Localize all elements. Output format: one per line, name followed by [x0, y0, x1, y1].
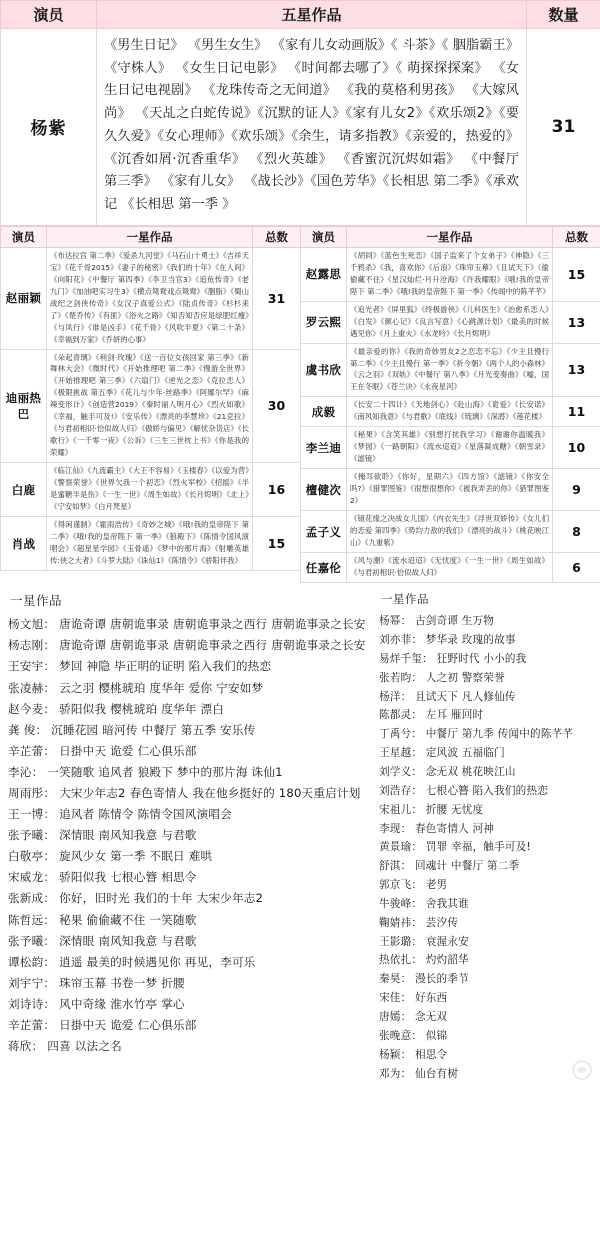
works-list: 《掩耳欲聆》《你好，星期六》《四方馆》《滤镜》《你安全吗?》《猎罪图鉴》《很想很想你》《被我弄丢的你》《猎罪图鉴2》: [347, 469, 553, 511]
list-item-works: 念无双: [414, 1010, 448, 1023]
list-item-works: 定风波 五福临门: [425, 747, 505, 760]
list-item: [379, 876, 600, 895]
header-actor: 演员: [301, 226, 347, 247]
table-row: [1, 349, 301, 463]
list-item: [8, 635, 375, 656]
list-item-name: 刘浩存：: [379, 784, 423, 797]
list-item-name: 热依扎：: [379, 954, 423, 967]
list-item-works: 相思令: [414, 1048, 448, 1061]
actor-name: 杨紫: [1, 29, 97, 226]
works-list: 《最亲爱的你》《我的奇妙男友2之恋恋不忘》《少主且慢行 第二季》《少主且慢行 第一季》《祈今朝》《两个人的小森林》《云之羽》《双轨》《中餐厅 第八季》《月光变奏曲》《嘘，国王在冬眠》《苍兰诀》《永夜星河》: [347, 343, 553, 397]
list-item: [379, 688, 600, 707]
list-item: [379, 782, 600, 801]
works-list: 《布达拉宫 第二季》《爱杀九河堂》《马石山十勇士》《吉祥天宝》《花千骨2015》《妻子的秘密》《我们的十年》《在人间》《向阳花》《中餐厅 第四季》《李卫当官3》《追鱼传奇》《老九门》《加油吧实习生3》《横点鸳鸯戏点鸳鸯》《胭脂》《蜀山战纪之剑侠传奇》《女汉子真爱公式》《陆贞传奇》《杉杉来了》《楚乔传》《有匪》《浴火之路》《知否知否应是绿肥红瘦》《与凤行》《谁是凶手》《花千骨》《风吹半夏》《第二十条》《幸福到万家》《乔妍的心事》: [47, 247, 253, 349]
table-row: [301, 427, 600, 469]
list-item: [379, 706, 600, 725]
bottom-left-title: 一星作品: [10, 593, 63, 609]
list-item-name: 王安宇：: [8, 659, 56, 674]
list-item-works: 骄阳似我 樱桃琥珀 度华年 漂白: [59, 701, 225, 716]
list-item-name: 刘亦菲：: [379, 634, 423, 647]
bottom-right-list: [375, 591, 600, 1083]
list-item: [8, 762, 375, 783]
list-item: [379, 989, 600, 1008]
list-item-name: 杨文旭：: [8, 617, 56, 632]
list-item-name: 郭京飞：: [379, 879, 423, 892]
list-item-name: 宋威龙：: [8, 870, 56, 885]
list-item-works: 一笑随歌 追风者 狼殿下 梦中的那片海 诛仙1: [47, 764, 283, 779]
list-item: [379, 914, 600, 933]
list-item: [8, 888, 375, 909]
list-item: [8, 699, 375, 720]
list-item: [379, 763, 600, 782]
list-item-works: 狂野时代 小小的我: [436, 652, 527, 665]
list-item: [379, 650, 600, 669]
list-item-works: 春色寄情人 河神: [414, 822, 495, 835]
bottom-right-title: 一星作品: [381, 592, 429, 607]
list-item: [379, 725, 600, 744]
bottom-right-lines: [379, 612, 600, 1083]
actor-name: 赵露思: [301, 247, 347, 301]
list-item-name: 陈都灵：: [379, 709, 423, 722]
works-list: 《男生日记》 《男生女生》 《家有儿女动画版》《 斗茶》《 胭脂霸王》 《守株人》 《女生日记电影》 《时间都去哪了》《 萌探探探案》 《女生日记电视剧》 《龙珠传奇之无间道》 《我的莫格利男孩》 《大嫁风尚》 《天乩之白蛇传说》《沉默的证人》《家有儿女2》《欢乐颂2》《要久久爱》《女心理师》《欢乐颂》《余生，请多指教》《亲爱的，热爱的》《沉香如屑·沉香重华》 《烈火英雄》 《香蜜沉沉烬如霜》 《中餐厅 第三季》 《家有儿女》 《战长沙》《国色芳华》《长相思 第二季》《承欢记 《长相思 第一季 》: [97, 29, 527, 226]
one-star-left-header-row: [1, 226, 301, 247]
list-item: [8, 910, 375, 931]
works-total: 10: [553, 427, 600, 469]
list-item-works: 日掛中天 诡爱 仁心俱乐部: [59, 1018, 197, 1033]
list-item: [379, 1065, 600, 1084]
list-item-name: 蒋欣：: [8, 1039, 44, 1054]
works-list: 《追光者》《屏里狐》《终极游侠》《儿科医生》《治愈系恋人》《白发》《颜心记》《良言写意》《心跳源计划》《最美的时候遇见你》《月上重火》《水龙吟》《长月烬明》: [347, 301, 553, 343]
list-item-works: 唐诡奇谭 唐朝诡事录 唐朝诡事录之西行 唐朝诡事录之长安: [59, 638, 366, 653]
list-item: [8, 783, 375, 804]
list-item: [8, 825, 375, 846]
header-total: 总数: [253, 226, 301, 247]
list-item-name: 舒淇：: [379, 860, 412, 873]
list-item-works: 风中奇缘 淮水竹亭 掌心: [59, 996, 185, 1011]
list-item-works: 罚罪 幸福，触手可及!: [425, 841, 531, 854]
list-item-works: 追风者 陈情令 陈情令国风演唱会: [59, 807, 232, 822]
works-list: 《得闲谨制》《霍雨浩传》《奇妙之城》《哦!我的皇帝陛下 第二季》《哦!我的皇帝陛下 第一季》《狼殿下》《陈情令国风演唱会》《超星星学园》《玉骨遥》《梦中的那片海》《射雕英雄传:侠之大者》《斗罗大陆》《诛仙1》《陈情令》《骄阳伴我》: [47, 517, 253, 571]
list-item-name: 张予曦：: [8, 933, 56, 948]
works-list: 《临江仙》《九流霸主》《大王不容易》《玉楼春》《以爱为营》《警察荣誉》《世界欠我一个初恋》《烈火军校》《招摇》《半是蜜糖半是伤》《一生一世》《周生如故》《长月烬明》《北上》《宁安如梦》《白月梵星》: [47, 463, 253, 517]
list-item-name: 陈哲远：: [8, 912, 56, 927]
actor-name: 檀健次: [301, 469, 347, 511]
list-item-name: 张若昀：: [379, 671, 423, 684]
list-item-works: 且试天下 凡人修仙传: [414, 690, 516, 703]
list-item-name: 辛芷蕾：: [8, 1018, 56, 1033]
list-item: [8, 804, 375, 825]
list-item-name: 刘诗诗：: [8, 996, 56, 1011]
list-item-name: 牛骏峰：: [379, 897, 423, 910]
list-item: [8, 656, 375, 677]
list-item-works: 逍遥 最美的时候遇见你 再见，李可乐: [59, 954, 256, 969]
list-item-works: 梦回 神隐 毕正明的证明 陷入我们的热恋: [59, 659, 272, 674]
list-item-name: 杨志刚：: [8, 638, 56, 653]
list-item-works: 似锦: [425, 1029, 448, 1042]
bottom-lists-wrapper: [0, 583, 600, 1083]
list-item-works: 珠帘玉幕 书卷一梦 折腰: [59, 975, 185, 990]
list-item-works: 好东西: [414, 992, 448, 1005]
table-row: [1, 29, 600, 226]
list-item-works: 日掛中天 诡爱 仁心俱乐部: [59, 743, 197, 758]
list-item-name: 丁禹兮：: [379, 728, 423, 741]
list-item-name: 王一博：: [8, 807, 56, 822]
list-item-name: 秦昊：: [379, 973, 412, 986]
list-item-works: 念无双 桃花映江山: [425, 766, 516, 778]
list-item: [8, 867, 375, 888]
list-item-name: 周雨彤：: [8, 786, 56, 800]
list-item-name: 黄景瑜：: [379, 841, 423, 854]
works-list: 《朵起青璃》《利剑·玫瑰》《送一百位女孩回家 第三季》《新舞林大会》《微时代》《开始推理吧 第二季》《慢游全世界》《开始推理吧 第三季》《六扇门》《逆光之恋》《克拉恋人》《极限挑战 第五季》《花儿与少年·丝路季》《阿娜尔罕》《麻辣变形计》《创造营2019》《秦时丽人明月心》《烈火如歌》《幸福，触手可及!》《安乐传》《漂亮的李慧珍》《21克拉》《与君初相识·恰似故人归》《傲娇与偏见》《解忧杂货店》《长歌行》《一千零一夜》《公诉》《三生三世枕上书》《你是我的荣耀》: [47, 349, 253, 463]
list-item: [8, 952, 375, 973]
one-star-right-header-row: [301, 226, 600, 247]
list-item-name: 李现：: [379, 822, 412, 835]
list-item-works: 回魂计 中餐厅 第二季: [414, 860, 520, 873]
list-item-works: 你好，旧时光 我们的十年 大宋少年志2: [59, 891, 264, 906]
works-list: 《秘果》《含笑其雄》《别想打扰我学习》《谢谢你温暖我》《梦园》《一路朝阳》《流水迢迢》《星落凝成糖》《朝雪录》《滤镜》: [347, 427, 553, 469]
list-item-name: 邓为：: [379, 1067, 412, 1080]
list-item-name: 张凌赫：: [8, 680, 56, 695]
list-item: [8, 1036, 375, 1057]
bottom-left-lines: [8, 614, 375, 1057]
list-item-works: 折腰 无忧度: [425, 803, 484, 816]
table-row: [1, 463, 301, 517]
list-item: [8, 741, 375, 762]
list-item-name: 白敬亭：: [8, 849, 56, 864]
list-item-works: 芸汐传: [425, 916, 459, 929]
one-star-table-left: [0, 226, 301, 572]
list-item-works: 七根心簪 陷入我们的热恋: [425, 784, 549, 797]
header-total: 总数: [553, 226, 600, 247]
actor-name: 赵丽颖: [1, 247, 47, 349]
header-one-star-works: 一星作品: [47, 226, 253, 247]
works-total: 11: [553, 397, 600, 427]
list-item-name: 辛芷蕾：: [8, 743, 56, 758]
list-item-name: 李沁：: [8, 764, 44, 779]
list-item-works: 深情眼 南风知我意 与君歌: [59, 828, 197, 843]
list-item-works: 深情眼 南风知我意 与君歌: [59, 933, 197, 948]
list-item: [379, 669, 600, 688]
one-star-table-right: [300, 226, 600, 584]
list-item: [379, 1008, 600, 1027]
works-total: 13: [553, 301, 600, 343]
list-item-works: 秘果 偷偷藏不住 一笑随歌: [59, 912, 197, 927]
list-item-works: 中餐厅 第九季 传闻中的陈芊芊: [425, 728, 574, 741]
works-total: 13: [553, 343, 600, 397]
list-item-works: 骄阳似我 七根心簪 相思令: [59, 870, 197, 885]
works-total: 31: [253, 247, 301, 349]
list-item-works: 云之羽 樱桃琥珀 度华年 爱你 宁安如梦: [59, 680, 264, 695]
header-count: 数量: [527, 1, 600, 29]
list-item: [8, 720, 375, 741]
list-item-name: 张新成：: [8, 891, 56, 906]
header-actor: 演员: [1, 1, 97, 29]
list-item: [8, 678, 375, 699]
list-item-name: 龚 俊：: [8, 722, 48, 737]
five-star-table: [0, 0, 600, 226]
list-item: [8, 1015, 375, 1036]
table-row: [1, 247, 301, 349]
one-star-right-column: [300, 226, 600, 584]
list-item: [379, 1046, 600, 1065]
list-item-works: 旋风少女 第一季 不眠日 难哄: [59, 849, 213, 864]
list-item: [8, 931, 375, 952]
one-star-left-column: [0, 226, 300, 572]
table-row: [301, 247, 600, 301]
list-item-name: 杨洋：: [379, 690, 412, 703]
one-star-tables-wrapper: [0, 226, 600, 584]
five-star-header-row: [1, 1, 600, 29]
list-item: [379, 951, 600, 970]
actor-name: 任嘉伦: [301, 553, 347, 583]
header-one-star-works: 一星作品: [347, 226, 553, 247]
list-item: [8, 614, 375, 635]
actor-name: 李兰迪: [301, 427, 347, 469]
list-item: [379, 612, 600, 631]
list-item-name: 王影璐：: [379, 935, 423, 948]
list-item-works: 舍我其谁: [425, 897, 469, 910]
list-item-name: 谭松韵：: [8, 954, 56, 969]
list-item-name: 张晚意：: [379, 1029, 423, 1042]
list-item-works: 人之初 警察荣誉: [425, 671, 505, 684]
list-item: [379, 744, 600, 763]
actor-name: 罗云熙: [301, 301, 347, 343]
list-item: [8, 973, 375, 994]
works-total: 9: [553, 469, 600, 511]
list-item: [379, 820, 600, 839]
table-row: [301, 343, 600, 397]
list-item: [8, 994, 375, 1015]
list-item-name: 刘宇宁：: [8, 975, 56, 990]
list-item: [379, 1027, 600, 1046]
list-item-works: 沉睡花园 暗河传 中餐厅 第五季 安乐传: [51, 722, 256, 737]
list-item-name: 易烊千玺：: [379, 652, 433, 665]
works-count: 31: [527, 29, 600, 226]
list-item-name: 宋佳：: [379, 992, 412, 1005]
list-item: [379, 895, 600, 914]
list-item: [379, 838, 600, 857]
actor-name: 肖战: [1, 517, 47, 571]
list-item: [379, 857, 600, 876]
list-item-works: 梦华录 玫瑰的故事: [425, 634, 516, 647]
list-item-name: 鞠婧祎：: [379, 916, 423, 929]
bottom-left-list: [0, 591, 375, 1083]
list-item-works: 仙台有树: [414, 1067, 459, 1080]
header-five-star-works: 五星作品: [97, 1, 527, 29]
actor-name: 孟子义: [301, 511, 347, 553]
list-item-name: 张予曦：: [8, 828, 56, 843]
list-item: [379, 970, 600, 989]
list-item-name: 王星越：: [379, 747, 423, 760]
list-item: [379, 801, 600, 820]
list-item-works: 衰渥永安: [425, 935, 469, 948]
list-item-works: 大宋少年志2 春色寄情人 我在他乡挺好的 180天重启计划: [59, 786, 361, 800]
list-item: [8, 846, 375, 867]
table-row: [301, 511, 600, 553]
table-row: [301, 397, 600, 427]
table-row: [301, 553, 600, 583]
actor-name: 虞书欣: [301, 343, 347, 397]
works-list: 《镜花缘之决战女儿国》《内衣先生》《浮世双娇传》《女儿们的恋爱 第四季》《势均力敌的我们》《漂亮的战斗》《桃花映江山》《九重紫》: [347, 511, 553, 553]
works-list: 《长安二十四计》《天地剑心》《赴山海》《诡爱》《长安诺》《南风知我意》《与君歌》《底线》《琉璃》《深潜》《莲花楼》: [347, 397, 553, 427]
actor-name: 迪丽热巴: [1, 349, 47, 463]
works-total: 16: [253, 463, 301, 517]
list-item-works: 左耳 雁回时: [425, 709, 484, 722]
table-row: [301, 301, 600, 343]
works-total: 30: [253, 349, 301, 463]
list-item-works: 唐诡奇谭 唐朝诡事录 唐朝诡事录之西行 唐朝诡事录之长安: [59, 617, 366, 632]
table-row: [1, 517, 301, 571]
works-total: 15: [553, 247, 600, 301]
header-actor: 演员: [1, 226, 47, 247]
list-item-name: 宋祖儿：: [379, 803, 423, 816]
list-item: [379, 933, 600, 952]
works-total: 6: [553, 553, 600, 583]
list-item-name: 杨幂：: [379, 615, 412, 628]
works-list: 《风与潮》《流水迢迢》《无忧度》《一生一世》《周生如故》《与君初相识·恰似故人归》: [347, 553, 553, 583]
list-item-works: 四喜 以法之名: [47, 1039, 122, 1054]
list-item-works: 古剑奇谭 生万物: [414, 615, 495, 628]
list-item: [379, 631, 600, 650]
works-total: 8: [553, 511, 600, 553]
list-item-works: 漫长的季节: [414, 973, 469, 986]
list-item-name: 唐嫣：: [379, 1010, 412, 1023]
actor-name: 白鹿: [1, 463, 47, 517]
list-item-works: 老男: [425, 879, 448, 892]
works-total: 15: [253, 517, 301, 571]
list-item-works: 灼灼韶华: [425, 954, 469, 967]
list-item-name: 赵今麦：: [8, 701, 56, 716]
list-item-name: 杨颖：: [379, 1048, 412, 1061]
list-item-name: 刘学义：: [379, 766, 423, 778]
table-row: [301, 469, 600, 511]
works-list: 《胡同》《蓝色生死恋》《国子监来了个女弟子》《神隐》《三千鸦杀》《我，喜欢你》《后浪》《珠帘玉幕》《且试天下》《偷偷藏不住》《星汉灿烂·月升沧海》《许我耀眼》《哦!我的皇帝陛下 第二季》《哦!我的皇帝陛下 第一季》《传闻中的陈芊芊》: [347, 247, 553, 301]
actor-name: 成毅: [301, 397, 347, 427]
